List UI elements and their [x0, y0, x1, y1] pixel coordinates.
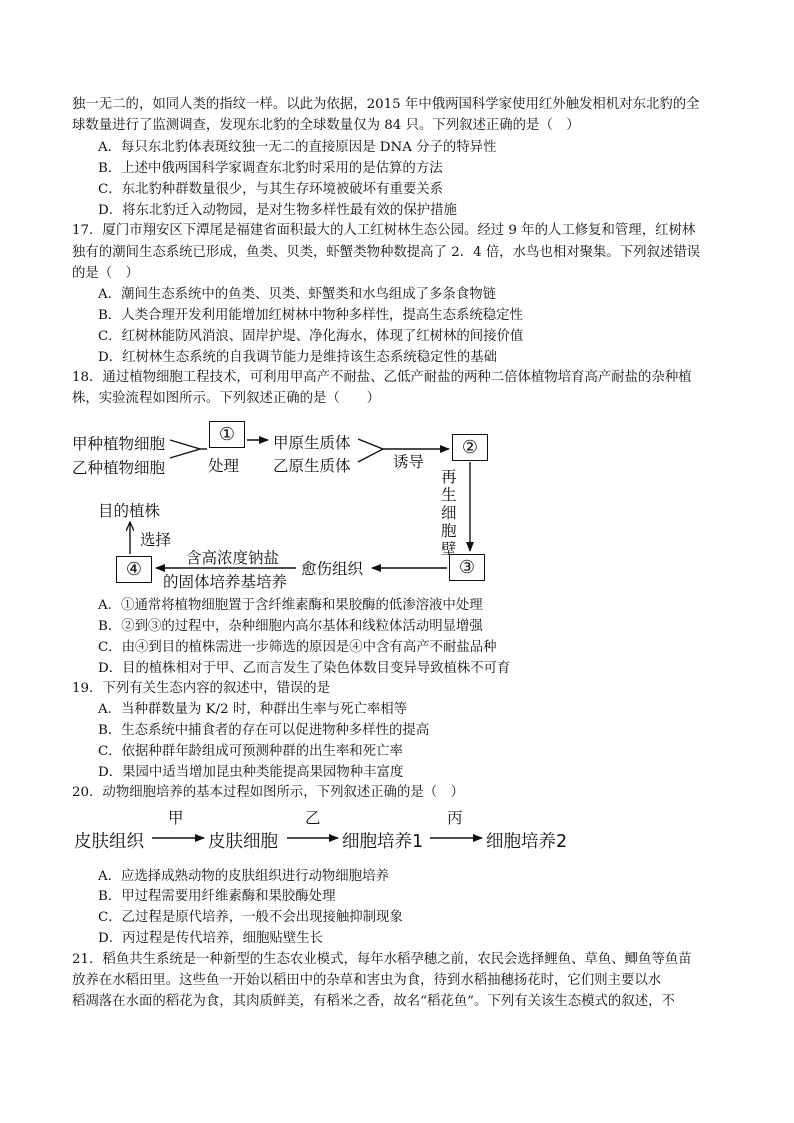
q19-stem: 19．下列有关生态内容的叙述中，错误的是	[72, 681, 331, 696]
q18-option-c: C．由④到目的植株需进一步筛选的原因是④中含有高产不耐盐品种	[98, 640, 497, 655]
q19-option-b: B．生态系统中捕食者的存在可以促进物种多样性的提高	[98, 723, 430, 738]
q17-option-c: C．红树林能防风消浪、固岸护堤、净化海水，体现了红树林的间接价值	[98, 329, 524, 344]
merge-to-step-1-connector	[170, 440, 200, 458]
q20-option-c: C．乙过程是原代培养，一般不会出现接触抑制现象	[98, 910, 403, 925]
q17-option-d: D．红树林生态系统的自我调节能力是维持该生态系统稳定性的基础	[98, 350, 498, 365]
cell-culture-1-label: 细胞培养1	[342, 832, 424, 852]
step-4-box: ④	[116, 556, 152, 583]
q18-stem-line-2: 株，实验流程如图所示。下列叙述正确的是（ ）	[72, 391, 380, 406]
regen-char: 壁	[441, 540, 457, 558]
regen-char: 再	[441, 468, 457, 486]
selection-label: 选择	[140, 531, 172, 549]
q17-option-b: B．人类合理开发利用能增加红树林中物种多样性，提高生态系统稳定性	[98, 308, 523, 323]
q17-stem-line-1: 17．厦门市翔安区下潭尾是福建省面积最大的人工红树林生态公园。经过 9 年的人工修复和管理，红树林	[72, 223, 696, 238]
q16-stem-line-1: 独一无二的，如同人类的指纹一样。以此为依据，2015 年中俄两国科学家使用红外触发相机对东北豹的全	[72, 97, 700, 112]
q18-option-b: B．②到③的过程中，杂种细胞内高尔基体和线粒体活动明显增强	[98, 619, 483, 634]
q18-stem-line-1: 18．通过植物细胞工程技术，可利用甲高产不耐盐、乙低产耐盐的两种二倍体植物培育高产耐盐的杂种植	[72, 370, 692, 385]
q18-option-a: A．①通常将植物细胞置于含纤维素酶和果胶酶的低渗溶液中处理	[98, 598, 483, 613]
skin-cells-label: 皮肤细胞	[208, 832, 278, 852]
q16-option-c: C．东北豹种群数量很少，与其生存环境被破坏有重要关系	[98, 182, 444, 197]
q17-stem-line-2: 独有的潮间生态系统已形成，鱼类、贝类，虾蟹类物种数提高了 2．4 倍，水鸟也相对聚集。下列叙述错误	[72, 245, 701, 260]
q20-stem: 20．动物细胞培养的基本过程如图所示，下列叙述正确的是（ ）	[72, 785, 464, 800]
q17-option-a: A．潮间生态系统中的鱼类、贝类、虾蟹类和水鸟组成了多条食物链	[98, 287, 496, 302]
q16-option-b: B．上述中俄两国科学家调查东北豹时采用的是估算的方法	[98, 161, 443, 176]
process-c-label: 丙	[447, 809, 463, 827]
step-2-box: ②	[452, 434, 488, 461]
induction-label: 诱导	[393, 453, 425, 471]
q20-option-d: D．丙过程是传代培养，细胞贴壁生长	[98, 931, 323, 946]
q19-option-a: A．当种群数量为 K/2 时，种群出生率与死亡率相等	[98, 702, 408, 717]
medium-label-line-1: 含高浓度钠盐	[186, 549, 280, 567]
q16-option-d: D．将东北豹迁入动物园，是对生物多样性最有效的保护措施	[98, 203, 457, 218]
process-a-label: 甲	[168, 809, 184, 827]
callus-label: 愈伤组织	[301, 560, 364, 578]
protoplast-merge-connector	[358, 439, 383, 462]
q19-option-c: C．依据种群年龄组成可预测种群的出生率和死亡率	[98, 744, 403, 759]
q20-option-a: A．应选择成熟动物的皮肤组织进行动物细胞培养	[98, 869, 389, 884]
step-1-box: ①	[209, 421, 245, 448]
q20-option-b: B．甲过程需要用纤维素酶和果胶酶处理	[98, 889, 336, 904]
process-b-label: 乙	[305, 809, 321, 827]
q21-stem-line-2: 放养在水稻田里。这些鱼一开始以稻田中的杂草和害虫为食，待到水稻抽穗扬花时，它们则主要以水	[72, 973, 662, 988]
medium-label-line-2: 的固体培养基培养	[163, 573, 288, 591]
plant-a-cells-label: 甲种植物细胞	[72, 435, 166, 453]
q21-stem-line-1: 21．稻鱼共生系统是一种新型的生态农业模式，每年水稻孕穗之前，农民会选择鲤鱼、草鱼、鲫鱼等鱼苗	[72, 952, 692, 967]
cell-culture-2-label: 细胞培养2	[486, 832, 568, 852]
plant-b-cells-label: 乙种植物细胞	[72, 459, 166, 477]
step-3-box: ③	[449, 554, 485, 581]
q16-option-a: A．每只东北豹体表斑纹独一无二的直接原因是 DNA 分子的特异性	[98, 140, 497, 155]
q17-stem-line-3: 的是（ ）	[72, 266, 139, 281]
treatment-label: 处理	[208, 457, 240, 475]
target-plant-label: 目的植株	[98, 502, 161, 520]
q19-option-d: D．果园中适当增加昆虫种类能提高果园物种丰富度	[98, 765, 404, 780]
regen-char: 细	[441, 504, 457, 522]
q16-stem-line-2: 球数量进行了监测调查，发现东北豹的全球数量仅为 84 只。下列叙述正确的是（ ）	[72, 118, 580, 133]
skin-tissue-label: 皮肤组织	[74, 832, 144, 852]
protoplast-a-label: 甲原生质体	[273, 434, 351, 452]
q18-option-d: D．目的植株相对于甲、乙而言发生了染色体数目变异导致植株不可育	[98, 661, 511, 676]
q21-stem-line-3: 稻凋落在水面的稻花为食，其肉质鲜美，有稻米之香，故名“稻花鱼”。下列有关该生态模式的叙述，不	[72, 994, 675, 1009]
regen-char: 生	[441, 486, 457, 504]
regen-char: 胞	[441, 522, 457, 540]
protoplast-b-label: 乙原生质体	[273, 457, 351, 475]
